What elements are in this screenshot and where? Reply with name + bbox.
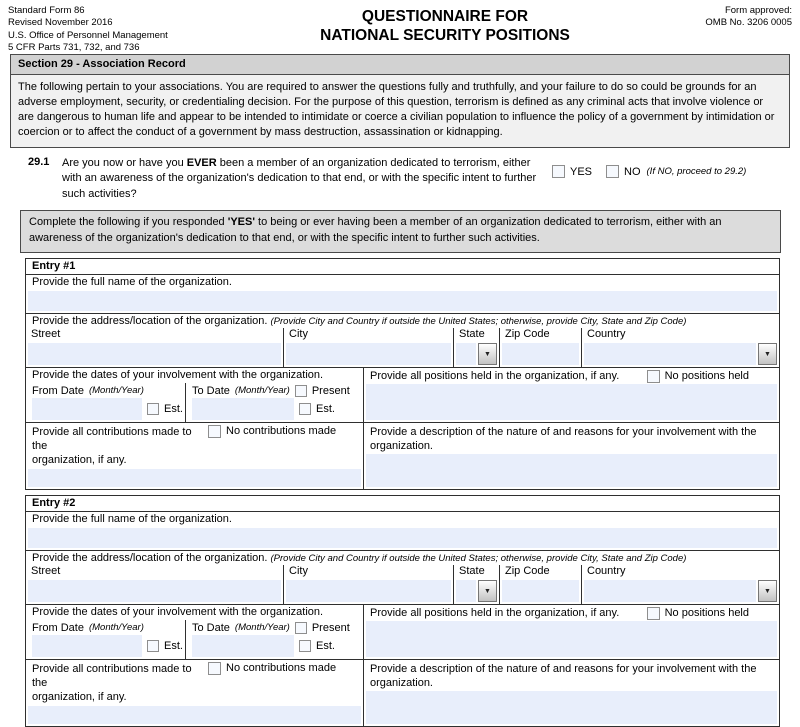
to-date-column <box>186 383 363 422</box>
contributions-label: Provide all contributions made to the organization, if any. <box>32 662 192 704</box>
to-date-label: To Date <box>192 621 230 634</box>
city-input[interactable] <box>286 343 451 365</box>
contributions-cell <box>26 423 364 489</box>
yes-label: YES <box>570 165 593 178</box>
country-dropdown-button[interactable] <box>758 580 777 602</box>
no-label: NO <box>624 165 641 178</box>
state-label: State <box>459 565 485 578</box>
positions-label: Provide all positions held in the organization, if any. <box>370 370 620 383</box>
present-checkbox[interactable] <box>295 622 307 634</box>
form-title-line2: NATIONAL SECURITY POSITIONS <box>320 27 570 45</box>
org-name-input[interactable] <box>28 291 777 311</box>
no-contributions-group <box>208 425 336 468</box>
state-input[interactable] <box>456 580 476 602</box>
zip-label: Zip Code <box>505 565 550 578</box>
org-address-label: Provide the address/location of the organization. (Provide City and Country if outside the United States; otherwise, provide City, State and Zip Code) <box>32 314 687 327</box>
from-est-label: Est. <box>164 639 183 652</box>
org-name-label: Provide the full name of the organization. <box>32 275 232 288</box>
form-number: Standard Form 86 <box>8 5 85 16</box>
state-column <box>454 328 500 367</box>
country-column <box>582 565 779 604</box>
from-date-label: From Date <box>32 621 84 634</box>
from-est-label: Est. <box>164 402 183 415</box>
positions-input[interactable] <box>366 621 777 657</box>
no-contributions-label: No contributions made <box>226 424 337 437</box>
form-title-line1: QUESTIONNAIRE FOR <box>361 8 529 25</box>
country-column <box>582 328 779 367</box>
entry-title: Entry #2 <box>26 496 779 512</box>
to-date-column <box>186 620 363 659</box>
no-positions-checkbox[interactable] <box>647 607 660 620</box>
contributions-cell <box>26 660 364 726</box>
dropdown-arrow-icon: ▼ <box>764 587 771 595</box>
to-est-checkbox[interactable] <box>299 640 311 652</box>
country-label: Country <box>587 328 626 341</box>
org-address-row <box>26 551 779 606</box>
no-contributions-group <box>208 662 336 705</box>
section-intro-text: The following pertain to your associations. You are required to answer the questions fully and truthfully, and your failure to do so could be grounds for an adverse employment, security, or credentialing decision. For the purpose of this question, terrorism is defined as any criminal acts that involve violence or are dangerous to human life and appear to be intended to intimidate or coerce a civilian population to influence the policy of a government by intimidation or coercion or to affect the conduct of a government by mass destruction, assassination or kidnapping. <box>11 75 789 147</box>
street-input[interactable] <box>28 343 281 365</box>
zip-input[interactable] <box>502 343 579 365</box>
dates-label: Provide the dates of your involvement with the organization. <box>32 369 324 382</box>
to-date-input[interactable] <box>192 635 294 657</box>
no-branch-note: (If NO, proceed to 29.2) <box>646 166 747 178</box>
contributions-label: Provide all contributions made to the organization, if any. <box>32 425 192 467</box>
dates-cell <box>26 368 364 422</box>
org-name-row <box>26 275 779 314</box>
form-revision: Revised November 2016 <box>8 17 113 29</box>
form-cfr: 5 CFR Parts 731, 732, and 736 <box>8 42 140 54</box>
present-label: Present <box>311 384 350 397</box>
from-date-input[interactable] <box>32 635 142 657</box>
state-label: State <box>459 328 485 341</box>
question-29-1 <box>28 156 792 202</box>
positions-cell <box>364 368 779 422</box>
question-number: 29.1 <box>28 155 50 168</box>
entry-2 <box>25 495 780 727</box>
entry-1 <box>25 258 780 490</box>
no-positions-checkbox[interactable] <box>647 370 660 383</box>
form-agency: U.S. Office of Personnel Management <box>8 29 168 41</box>
dates-columns <box>26 383 363 422</box>
no-answer-group <box>606 165 746 178</box>
street-column <box>26 565 284 604</box>
no-positions-group <box>647 607 749 620</box>
state-dropdown-button[interactable] <box>478 343 497 365</box>
description-label: Provide a description of the nature of and reasons for your involvement with the organization. <box>370 425 757 453</box>
contributions-input[interactable] <box>28 469 361 487</box>
zip-column <box>500 565 582 604</box>
country-input[interactable] <box>584 580 756 602</box>
form-title <box>226 5 664 52</box>
city-label: City <box>289 328 308 341</box>
no-contributions-checkbox[interactable] <box>208 662 221 675</box>
country-label: Country <box>587 565 626 578</box>
description-input[interactable] <box>366 691 777 723</box>
zip-label: Zip Code <box>505 328 550 341</box>
to-month-year-note: (Month/Year) <box>234 385 290 397</box>
country-input[interactable] <box>584 343 756 365</box>
street-label: Street <box>31 328 61 341</box>
description-label: Provide a description of the nature of and reasons for your involvement with the organization. <box>370 662 757 690</box>
no-positions-group <box>647 370 749 383</box>
org-name-row <box>26 512 779 551</box>
city-column <box>284 565 454 604</box>
from-date-column <box>26 620 186 659</box>
street-input[interactable] <box>28 580 281 602</box>
street-label: Street <box>31 565 61 578</box>
to-est-checkbox[interactable] <box>299 403 311 415</box>
zip-column <box>500 328 582 367</box>
city-column <box>284 328 454 367</box>
description-cell <box>364 660 779 726</box>
from-est-checkbox[interactable] <box>147 403 159 415</box>
from-month-year-note: (Month/Year) <box>88 385 144 397</box>
present-checkbox[interactable] <box>295 385 307 397</box>
positions-cell <box>364 605 779 659</box>
org-name-input[interactable] <box>28 528 777 548</box>
dates-label: Provide the dates of your involvement with the organization. <box>32 606 324 618</box>
form-identification <box>8 5 226 52</box>
dropdown-arrow-icon: ▼ <box>764 350 771 358</box>
from-date-label: From Date <box>32 384 84 397</box>
street-column <box>26 328 284 367</box>
yes-answer-group <box>552 165 592 178</box>
from-date-column <box>26 383 186 422</box>
state-dropdown-button[interactable] <box>478 580 497 602</box>
no-checkbox[interactable] <box>606 165 619 178</box>
positions-input[interactable] <box>366 384 777 420</box>
description-input[interactable] <box>366 454 777 486</box>
address-columns <box>26 565 779 604</box>
state-input[interactable] <box>456 343 476 365</box>
to-est-label: Est. <box>316 402 335 415</box>
dates-columns <box>26 620 363 659</box>
to-date-label: To Date <box>192 384 230 397</box>
question-text: Are you now or have you EVER been a member of an organization dedicated to terrorism, either with an awareness of the organization's dedication to that end, or with the specific intent to further such activities? <box>62 156 537 200</box>
contributions-input[interactable] <box>28 706 361 724</box>
form-header <box>0 0 800 52</box>
dropdown-arrow-icon: ▼ <box>484 587 491 595</box>
to-date-input[interactable] <box>192 398 294 420</box>
section-29-box <box>10 54 790 148</box>
org-name-label: Provide the full name of the organization. <box>32 512 232 525</box>
dates-cell <box>26 605 364 659</box>
form-approval <box>664 5 792 52</box>
org-address-label: Provide the address/location of the organization. (Provide City and Country if outside the United States; otherwise, provide City, State and Zip Code) <box>32 551 687 564</box>
positions-label: Provide all positions held in the organization, if any. <box>370 607 620 619</box>
city-label: City <box>289 565 308 578</box>
from-month-year-note: (Month/Year) <box>88 622 144 634</box>
zip-input[interactable] <box>502 580 579 602</box>
no-contributions-checkbox[interactable] <box>208 425 221 438</box>
question-answers <box>540 142 792 202</box>
contributions-description-row <box>26 660 779 726</box>
org-address-row <box>26 314 779 369</box>
description-cell <box>364 423 779 489</box>
state-column <box>454 565 500 604</box>
to-est-label: Est. <box>316 639 335 652</box>
from-date-input[interactable] <box>32 398 142 420</box>
no-contributions-label: No contributions made <box>226 661 337 674</box>
contributions-description-row <box>26 423 779 489</box>
entry-title: Entry #1 <box>26 259 779 275</box>
to-month-year-note: (Month/Year) <box>234 622 290 634</box>
dates-positions-row <box>26 605 779 660</box>
no-positions-label: No positions held <box>664 370 749 383</box>
from-est-checkbox[interactable] <box>147 640 159 652</box>
omb-number: OMB No. 3206 0005 <box>705 17 792 29</box>
city-input[interactable] <box>286 580 451 602</box>
dropdown-arrow-icon: ▼ <box>484 350 491 358</box>
address-columns <box>26 328 779 367</box>
yes-checkbox[interactable] <box>552 165 565 178</box>
form-approved-label: Form approved: <box>724 5 792 16</box>
dates-positions-row <box>26 368 779 423</box>
country-dropdown-button[interactable] <box>758 343 777 365</box>
section-header: Section 29 - Association Record <box>11 55 789 75</box>
no-positions-label: No positions held <box>664 607 749 619</box>
yes-instruction-box: Complete the following if you responded 'YES' to being or ever having been a member of an organization dedicated to terrorism, either with an awareness of the organization's dedication to that end, or with the specific intent to further such activities. <box>20 210 781 253</box>
present-label: Present <box>311 621 350 634</box>
